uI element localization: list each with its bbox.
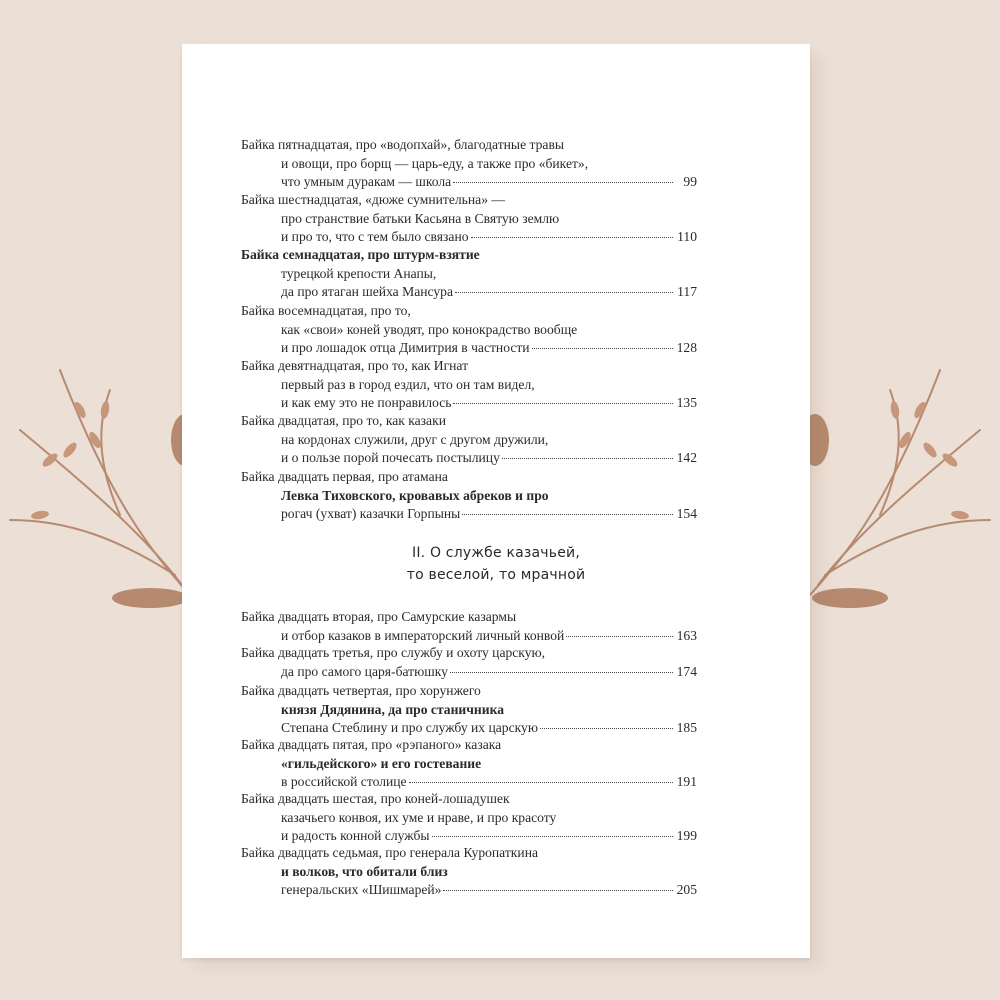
- toc-entry-17: [241, 246, 697, 302]
- page-number: 154: [676, 506, 697, 522]
- toc-line: Левка Тиховского, кровавых абреков и про: [281, 487, 549, 503]
- dot-leader: [409, 781, 673, 783]
- dot-leader: [462, 513, 673, 515]
- toc-line: рогач (ухват) казачки Горпыны: [281, 506, 461, 522]
- toc-line: Байка двадцать шестая, про коней-лошадушек: [241, 791, 510, 806]
- toc-line: и волков, что обитали близ: [281, 863, 448, 879]
- dot-leader: [450, 671, 673, 673]
- section-heading: [182, 542, 810, 586]
- toc-entry-19: [241, 357, 697, 413]
- page-number: 142: [676, 450, 697, 466]
- toc-line: что умным дуракам — школа: [281, 174, 452, 190]
- toc-last-line: [241, 228, 697, 247]
- toc-line: казачьего конвоя, их уме и нраве, и про красоту: [281, 809, 557, 825]
- toc-line: Байка шестнадцатая, «дюже сумнительна» —: [241, 192, 505, 207]
- page-number: 191: [676, 774, 697, 790]
- section-heading-line: II. О службе казачьей,: [411, 545, 580, 561]
- toc-last-line: [241, 827, 697, 846]
- dot-leader: [471, 236, 673, 238]
- toc-line: генеральских «Шишмарей»: [281, 882, 442, 898]
- page-number: 199: [676, 828, 697, 844]
- toc-entry-26: [241, 790, 697, 846]
- page-number: 128: [676, 340, 697, 356]
- toc-last-line: [241, 449, 697, 468]
- toc-line: Байка двадцать вторая, про Самурские казармы: [241, 609, 517, 624]
- toc-entry-23: [241, 644, 697, 681]
- toc-line: Байка двадцать пятая, про «рэпаного» казака: [241, 737, 502, 752]
- dot-leader: [455, 291, 673, 293]
- toc-line: Байка двадцатая, про то, как казаки: [241, 413, 446, 428]
- toc-last-line: [241, 339, 697, 358]
- dot-leader: [432, 835, 673, 837]
- toc-entry-22: [241, 608, 697, 645]
- toc-entry-24: [241, 682, 697, 738]
- book-page: [182, 44, 810, 958]
- toc-line: и про лошадок отца Димитрия в частности: [281, 340, 530, 356]
- toc-line: да про самого царя-батюшку: [281, 663, 448, 679]
- dot-leader: [502, 457, 673, 459]
- toc-line: и радость конной службы: [281, 828, 430, 844]
- toc-line: и о пользе порой почесать постылицу: [281, 450, 500, 466]
- toc-entry-18: [241, 302, 697, 358]
- toc-entry-16: [241, 191, 697, 247]
- toc-last-line: [241, 719, 697, 738]
- toc-line: Байка двадцать четвертая, про хорунжего: [241, 683, 481, 698]
- page-number: 174: [676, 663, 697, 679]
- toc-entry-21: [241, 468, 697, 524]
- toc-line: Степана Стеблину и про службу их царскую: [281, 720, 538, 736]
- toc-line: «гильдейского» и его гостевание: [281, 755, 482, 771]
- toc-last-line: [241, 881, 697, 900]
- toc-last-line: [241, 394, 697, 413]
- dot-leader: [540, 727, 673, 729]
- toc-line: и как ему это не понравилось: [281, 395, 452, 411]
- page-number: 163: [676, 627, 697, 643]
- toc-line: Байка двадцать третья, про службу и охоту царскую,: [241, 645, 546, 660]
- page-number: 99: [683, 174, 697, 190]
- toc-last-line: [241, 627, 697, 646]
- toc-last-line: [241, 505, 697, 524]
- toc-line: да про ятаган шейха Мансура: [281, 284, 453, 300]
- toc-line: Байка пятнадцатая, про «водопхай», благодатные травы: [241, 137, 564, 152]
- toc-last-line: [241, 773, 697, 792]
- toc-line: князя Дядянина, да про станичника: [281, 701, 505, 717]
- toc-line: в российской столице: [281, 774, 407, 790]
- page-number: 117: [677, 284, 697, 300]
- toc-line: и овощи, про борщ — царь-еду, а также про «бикет»,: [281, 155, 589, 171]
- toc-last-line: [241, 663, 697, 682]
- dot-leader: [566, 635, 673, 637]
- toc-last-line: [241, 283, 697, 302]
- toc-line: про странствие батьки Касьяна в Святую землю: [281, 210, 560, 226]
- toc-line: Байка восемнадцатая, про то,: [241, 303, 411, 318]
- dot-leader: [443, 889, 673, 891]
- page-number: 185: [676, 720, 697, 736]
- toc-entry-25: [241, 736, 697, 792]
- toc-line: турецкой крепости Анапы,: [281, 265, 437, 281]
- toc-line: Байка двадцать седьмая, про генерала Куропаткина: [241, 845, 538, 860]
- toc-line: первый раз в город ездил, что он там видел,: [281, 376, 535, 392]
- dot-leader: [453, 181, 673, 183]
- toc-last-line: [241, 173, 697, 192]
- page-number: 110: [677, 229, 697, 245]
- toc-line: и отбор казаков в императорский личный конвой: [281, 627, 565, 643]
- toc-entry-15: [241, 136, 697, 192]
- toc-line: как «свои» коней уводят, про конокрадство вообще: [281, 321, 578, 337]
- toc-line: на кордонах служили, друг с другом дружили,: [281, 431, 549, 447]
- page-number: 135: [676, 395, 697, 411]
- section-heading-line: то веселой, то мрачной: [406, 567, 586, 583]
- willow-branch-icon: [800, 330, 1000, 630]
- toc-line: и про то, что с тем было связано: [281, 229, 469, 245]
- page-number: 205: [676, 882, 697, 898]
- willow-branch-icon: [0, 330, 200, 630]
- toc-line: Байка двадцать первая, про атамана: [241, 469, 448, 484]
- dot-leader: [453, 402, 673, 404]
- toc-line: Байка семнадцатая, про штурм-взятие: [241, 247, 480, 262]
- toc-entry-20: [241, 412, 697, 468]
- dot-leader: [532, 347, 673, 349]
- toc-entry-27: [241, 844, 697, 900]
- toc-line: Байка девятнадцатая, про то, как Игнат: [241, 358, 469, 373]
